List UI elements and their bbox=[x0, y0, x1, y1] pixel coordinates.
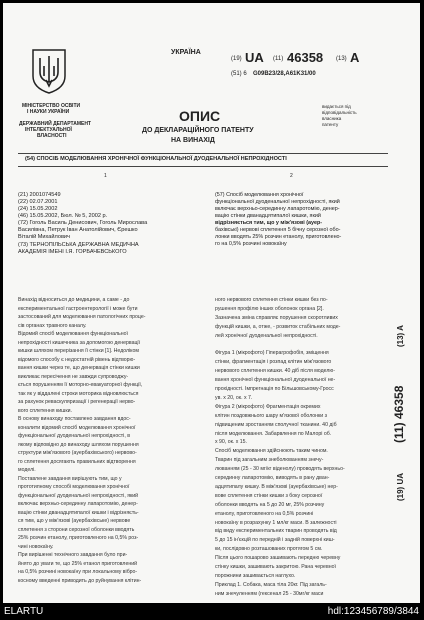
claim-line: го на 0,5% розчині новокаїну bbox=[215, 241, 287, 247]
footer-handle-label: hdl:123456789/3844 bbox=[327, 606, 419, 617]
body-text-line: ув. х 20, ок. х 7. bbox=[215, 394, 253, 401]
column-number-1: 1 bbox=[104, 173, 107, 179]
ipc-code: (51) 6 bbox=[231, 71, 247, 77]
dept-line-3: ВЛАСНОСТІ bbox=[37, 133, 67, 139]
body-text-line: ного нервового сплетення стінки кишки без по- bbox=[215, 297, 328, 303]
body-text-line: адцятипалу кишку. В між'язові (ауербахівське) нер- bbox=[215, 483, 338, 490]
biblio-line: Віталій Михайлович bbox=[18, 234, 70, 240]
body-text-line: експериментальної гастроентерології і може бути bbox=[18, 305, 138, 312]
biblio-line: Василівна, Петрук Іван Анатолійович, Єрешко bbox=[18, 227, 138, 233]
body-text-line: на 0,5% розчині новокаїну при локальному вібро- bbox=[18, 569, 138, 575]
rule-top bbox=[18, 153, 388, 154]
side-note-line-2: відповідальність bbox=[322, 110, 357, 115]
body-text-line: Фігура 2 (мікрофото) Фрагментація окремих bbox=[215, 403, 321, 410]
body-text-line: непрохідності кишечника за допомогою денервації bbox=[18, 339, 141, 346]
body-text-line: Тварин під загальним знеболюванням знечу- bbox=[215, 457, 324, 464]
body-text-line: порожнини зашивається наглухо. bbox=[215, 572, 296, 579]
body-text-line: рушення профілю інших оболонок органа [2]. bbox=[215, 305, 324, 312]
body-text-line: від виду експериментальних тварин проводять від bbox=[215, 528, 337, 535]
footer-bar bbox=[0, 603, 424, 620]
body-text-line: функцій кишки, а, отже, - розвиток стабільних моде- bbox=[215, 323, 341, 330]
ipc-classes: G09B23/28,A61K31/00 bbox=[253, 71, 316, 77]
dept-line-2: ІНТЕЛЕКТУАЛЬНОЇ bbox=[25, 127, 72, 133]
rule-bottom bbox=[18, 166, 388, 167]
body-text-line: викликає пересічення не завжди супроводжу- bbox=[18, 373, 129, 380]
claim-line: бахівські) нервові сплетення 5 бічну серозної обо- bbox=[215, 227, 341, 233]
body-text-line: люванням (25 - 30 мг/кг віденолу) проводять верхньо- bbox=[215, 466, 345, 473]
body-text-line: ки, послідовно розташованих протягом 5 см. bbox=[215, 546, 323, 553]
claim-line: вацію стінки дванадцятипалої кишки, який bbox=[215, 213, 321, 219]
biblio-line: (21) 2001074549 bbox=[18, 192, 61, 198]
body-text-line: сплетення з сторони серозної оболонки вводять bbox=[18, 526, 135, 533]
body-text-line: клітин поздовжнього шару м'язової оболонки з bbox=[215, 412, 328, 419]
body-text-line: вове сплетення стінки кишки з боку серозної bbox=[215, 492, 323, 499]
biblio-line: (22) 02.07.2001 bbox=[18, 199, 58, 205]
body-text-line: ним знечуленням (гексенал 25 - 30мг/кг маси bbox=[215, 590, 324, 597]
side-kind-code: (13) A bbox=[396, 325, 405, 347]
body-text-line: косному введенні приводить до руйнування клітин- bbox=[18, 577, 142, 584]
country-label: УКРАЇНА bbox=[171, 49, 201, 56]
code-13: (13) bbox=[336, 56, 347, 62]
body-text-line: го сплетення досягають правильних відтворення bbox=[18, 458, 136, 465]
body-text-line: функціональної дуоденальної непрохідності, в bbox=[18, 433, 130, 439]
body-text-line: чині новокаїну. bbox=[18, 543, 54, 550]
claim-line: включає верхньо-серединну лапаротомію, денер- bbox=[215, 206, 340, 212]
ministry-line-2: І НАУКИ УКРАЇНИ bbox=[27, 109, 70, 115]
biblio-line: (72) Гоголь Василь Денисович, Гоголь Мирослава bbox=[18, 220, 148, 226]
body-text-line: новокаїну в розрахунку 1 мл/кг маси. В залежності bbox=[215, 519, 337, 526]
body-text-line: Відомий спосіб моделювання функціональної bbox=[18, 331, 128, 337]
body-text-line: 5 до 15 ін'єкцій по передній і задній поверхні киш- bbox=[215, 537, 335, 544]
body-text-line: кишки шляхом перерізання її стінки [1]. Недоліком bbox=[18, 348, 139, 354]
biblio-line: (73) ТЕРНОПІЛЬСЬКА ДЕРЖАВНА МЕДИЧНА bbox=[18, 242, 139, 248]
claim-line: лонки вводять 25% розчин етанолу, приготовлено- bbox=[215, 234, 342, 240]
body-text-line: серединну лапаротомію, виводять в рану дван- bbox=[215, 475, 330, 481]
body-text-line: Зазначена зміна справляє порушення скоротливих bbox=[215, 314, 338, 321]
body-text-line: підвищеним зростанням сполучної тканини. 40 діб bbox=[215, 421, 337, 428]
doc-title-line-2: ДО ДЕКЛАРАЦІЙНОГО ПАТЕНТУ bbox=[142, 127, 254, 134]
body-left-column bbox=[18, 298, 208, 598]
side-note-line-4: патенту bbox=[322, 122, 339, 127]
body-text-line: Фігура 1 (мікрофото) Гіперагрофобія, зміщення bbox=[215, 350, 329, 357]
body-text-line: включає верхньо-серединну лапаротомію, денер- bbox=[18, 501, 138, 507]
body-text-line: функціональної дуоденальної непрохідності, який bbox=[18, 492, 139, 499]
side-country-code: (19) UA bbox=[396, 472, 405, 501]
body-text-line: прототипному способі моделювання хронічної bbox=[18, 484, 130, 490]
body-text-line: лей хронічної дуоденальної непрохідності. bbox=[215, 332, 318, 339]
body-text-line: оболонки вводять на 5 до 20 мг, 25% розчину bbox=[215, 501, 325, 508]
body-text-line: Після цього пошарово зашивають передню черевну bbox=[215, 555, 341, 562]
body-text-line: ється порушенням її моторно-евакуаторної функції, bbox=[18, 382, 143, 388]
body-text-line: стінку кишки, зашивають закритою. Рана черевної bbox=[215, 564, 336, 570]
body-text-line: В основу винаходу поставлено завдання вдос- bbox=[18, 416, 131, 422]
code-11: (11) bbox=[273, 56, 284, 62]
side-note-line-3: власника bbox=[322, 116, 342, 121]
body-text-line: вацію стінки дванадцятипалої кишки і відрізняєть- bbox=[18, 509, 139, 516]
doc-title: ОПИС bbox=[179, 108, 221, 124]
body-text-line: так як у віддалені строки моторика відновлюється bbox=[18, 390, 139, 397]
body-text-line: Приклад 1. Собака, маса тіла 20кг. Під загаль- bbox=[215, 581, 327, 588]
body-text-line: за рахунок реваскуляризації і регенерації нерво- bbox=[18, 399, 136, 405]
body-text-line: сів органах травного каналу. bbox=[18, 322, 87, 329]
body-text-line: При вирішенні технічного завдання було при- bbox=[18, 552, 128, 558]
body-text-line: прохідності. Імпрегнація по Більшовському-Гросс bbox=[215, 386, 334, 392]
biblio-line: (24) 15.05.2002 bbox=[18, 206, 58, 212]
body-text-line: вання хронічної функціональної дуоденальної не- bbox=[215, 377, 336, 384]
invention-title: (54) СПОСІБ МОДЕЛЮВАННЯ ХРОНІЧНОЇ ФУНКЦІОНАЛЬНОЇ ДУОДЕНАЛЬНОЇ НЕПРОХІДНОСТІ bbox=[25, 156, 287, 162]
body-text-line: стінки, фрагментація і розпад клітин між'язового bbox=[215, 359, 332, 366]
claim-line: функціональної дуоденальної непрохідності, який bbox=[215, 199, 340, 205]
footer-source-label: ELARTU bbox=[4, 606, 44, 617]
body-text-line: структури між'язового (ауербахівського) нервово- bbox=[18, 450, 137, 456]
body-text-line: вого сплетення кишки. bbox=[18, 407, 72, 414]
body-text-line: після моделювання. Забарвлення по Малорі об. bbox=[215, 430, 332, 437]
side-note-line-1: видається під bbox=[322, 104, 351, 109]
biblio-line: (46) 15.05.2002, Бюл. № 5, 2002 р. bbox=[18, 213, 108, 219]
patent-number: 46358 bbox=[287, 50, 324, 65]
body-text-line: етанолу, приготовленого на 0,5% розчині bbox=[215, 510, 314, 517]
patent-sheet bbox=[3, 3, 420, 603]
code-19: (19) bbox=[231, 56, 242, 62]
body-text-line: х 90, ок. х 15. bbox=[215, 439, 247, 446]
country-code: UA bbox=[245, 50, 264, 65]
body-text-line: ся тим, що у між'язові (ауербахівське) нервове bbox=[18, 518, 131, 524]
body-text-line: йнято до уваги те, що 25% етанол приготовлений bbox=[18, 560, 137, 567]
body-text-line: вання кишки через те, що денервація стінки кишки bbox=[18, 365, 140, 371]
doc-title-line-3: НА ВИНАХІД bbox=[171, 137, 215, 144]
claim-line: (57) Спосіб моделювання хронічної bbox=[215, 192, 304, 198]
body-text-line: Поставлене завдання вирішують тим, що у bbox=[18, 475, 122, 482]
body-text-line: якому відповідно до винаходу шляхом порушення bbox=[18, 441, 139, 448]
body-text-line: нервового сплетення кишки. 40 діб після моделю- bbox=[215, 368, 335, 375]
dept-line-1: ДЕРЖАВНИЙ ДЕПАРТАМЕНТ bbox=[19, 121, 91, 127]
side-patent-number: (11) 46358 bbox=[392, 385, 406, 443]
patent-kind: A bbox=[350, 50, 360, 65]
ministry-line-1: МІНІСТЕРСТВО ОСВІТИ bbox=[22, 103, 81, 109]
body-text-line: моделі. bbox=[18, 467, 36, 473]
biblio-line: АКАДЕМІЯ ІМЕНІ І.Я. ГОРБАЧЕВСЬКОГО bbox=[18, 249, 127, 255]
body-text-line: Спосіб моделювання здійснюють таким чином. bbox=[215, 448, 328, 455]
body-text-line: коналити відомий спосіб моделювання хронічної bbox=[18, 424, 136, 431]
claim-line: відрізняється тим, що у між'язові (ауер- bbox=[215, 220, 323, 226]
trident-emblem-icon bbox=[30, 48, 68, 94]
body-text-line: застосований для моделювання патологічних проце- bbox=[18, 314, 146, 320]
body-right-column bbox=[215, 298, 387, 598]
body-text-line: 25% розчин етанолу, приготовленого на 0,5% роз- bbox=[18, 535, 139, 541]
body-text-line: Винахід відноситься до медицини, а саме - до bbox=[18, 297, 130, 303]
column-number-2: 2 bbox=[290, 173, 293, 179]
body-text-line: відомого способу є недостатній рівень відтворю- bbox=[18, 356, 136, 363]
